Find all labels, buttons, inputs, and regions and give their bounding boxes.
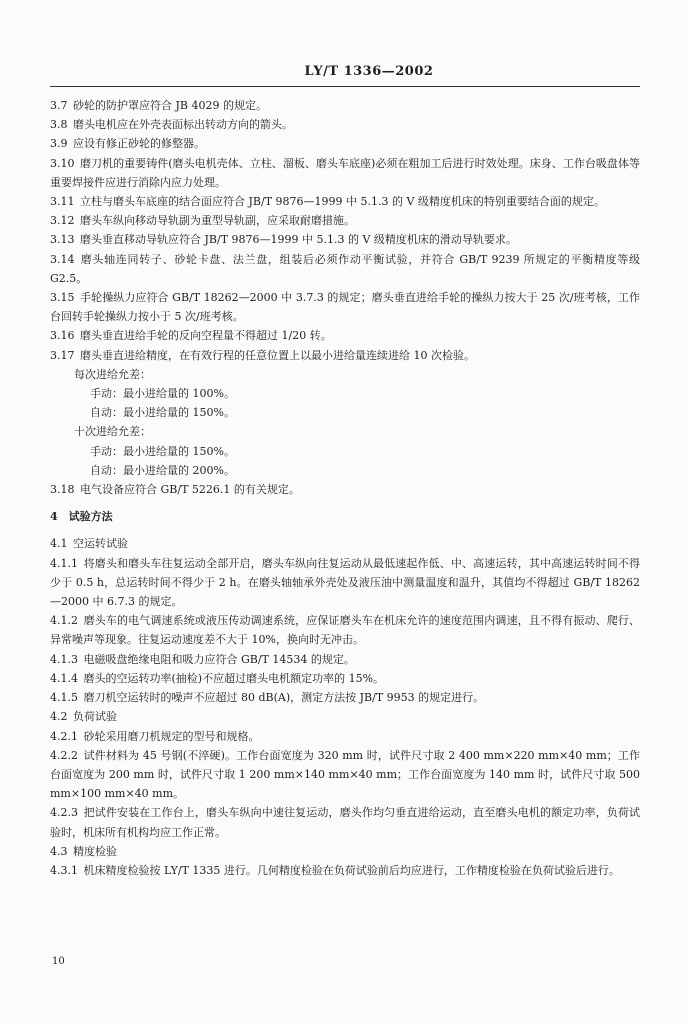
tolerance-line: 手动：最小进给量的 100%。 (90, 387, 235, 401)
spacer (50, 526, 640, 534)
clause-3-12: 3.12 磨头车纵向移动导轨副为重型导轨副，应采取耐磨措施。 (50, 214, 355, 228)
clause-3-7: 3.7 砂轮的防护罩应符合 JB 4029 的规定。 (50, 99, 267, 112)
clause-4-3: 4.3 精度检验 (50, 844, 117, 858)
clause-3-18: 3.18 电气设备应符合 GB/T 5226.1 的有关规定。 (50, 483, 300, 497)
clause-3-11: 3.11 立柱与磨头车底座的结合面应符合 JB/T 9876—1999 中 5.1.3 的 V 级精度机床的特别重要结合面的规定。 (50, 195, 605, 209)
section-4-heading: 4 试验方法 (50, 510, 113, 524)
tolerance-line: 自动：最小进给量的 200%。 (90, 463, 235, 477)
clause-4-1-1: 4.1.1 将磨头和磨头车往复运动全部开启，磨头车纵向往复运动从最低速起作低、中、高速运转，其中高速运转时间不得少于 0.5 h，总运转时间不得少于 2 h。在磨头轴轴承外壳处及液压油中测量温度和温升，其值均不得超过 GB/T 18262—2000 中 6.7.3 的规定。 (50, 556, 640, 609)
standard-code: LY/T 1336—2002 (304, 64, 434, 79)
clause-3-16: 3.16 磨头垂直进给手轮的反向空程量不得超过 1/20 转。 (50, 329, 332, 343)
clause-4-2-2: 4.2.2 试件材料为 45 号钢(不淬硬)。工作台面宽度为 320 mm 时，试件尺寸取 2 400 mm×220 mm×40 mm；工作台面宽度为 200 mm 时，试件尺寸取 1 200 mm×140 mm×40 mm；工作台面宽度为 140 mm 时，试件尺寸取 500 mm×100 mm×40 mm。 (50, 748, 640, 801)
clause-4-1-5: 4.1.5 磨刀机空运转时的噪声不应超过 80 dB(A)，测定方法按 JB/T 9953 的规定进行。 (50, 691, 485, 705)
clause-3-14: 3.14 磨头轴连同转子、砂轮卡盘、法兰盘，组装后必须作动平衡试验，并符合 GB/T 9239 所规定的平衡精度等级 G2.5。 (50, 252, 640, 285)
tolerance-line: 每次进给允差： (74, 367, 151, 381)
document-body (50, 96, 640, 880)
clause-4-1: 4.1 空运转试验 (50, 537, 128, 551)
spacer (50, 499, 640, 507)
header-rule (50, 86, 640, 87)
clause-4-1-2: 4.1.2 磨头车的电气调速系统或液压传动调速系统，应保证磨头车在机床允许的速度范围内调速，且不得有振动、爬行、异常噪声等现象。往复运动速度差不大于 10%，换向时无冲击。 (50, 614, 640, 647)
tolerance-line: 十次进给允差： (74, 425, 151, 439)
clause-4-2-3: 4.2.3 把试件安装在工作台上，磨头车纵向中速往复运动，磨头作均匀垂直进给运动，直至磨头电机的额定功率，负荷试验时，机床所有机构均应工作正常。 (50, 806, 640, 839)
clause-3-9: 3.9 应设有修正砂轮的修整器。 (50, 137, 205, 151)
clause-4-2: 4.2 负荷试验 (50, 710, 117, 724)
page-header (0, 64, 688, 79)
clause-3-10: 3.10 磨刀机的重要铸件(磨头电机壳体、立柱、溜板、磨头车底座)必须在粗加工后进行时效处理。床身、工作台吸盘体等重要焊接件应进行消除内应力处理。 (50, 156, 640, 189)
tolerance-line: 自动：最小进给量的 150%。 (90, 406, 235, 420)
clause-4-2-1: 4.2.1 砂轮采用磨刀机规定的型号和规格。 (50, 729, 260, 743)
clause-3-15: 3.15 手轮操纵力应符合 GB/T 18262—2000 中 3.7.3 的规定；磨头垂直进给手轮的操纵力按大于 25 次/班考核，工作台回转手轮操纵力按小于 5 次/班考核。 (50, 291, 640, 324)
clause-4-1-4: 4.1.4 磨头的空运转功率(抽检)不应超过磨头电机额定功率的 15%。 (50, 671, 385, 685)
page-number: 10 (52, 956, 65, 967)
tolerance-line: 手动：最小进给量的 150%。 (90, 444, 235, 458)
clause-3-17: 3.17 磨头垂直进给精度，在有效行程的任意位置上以最小进给量连续进给 10 次检验。 (50, 348, 475, 362)
clause-3-13: 3.13 磨头垂直移动导轨应符合 JB/T 9876—1999 中 5.1.3 的 V 级精度机床的滑动导轨要求。 (50, 233, 517, 247)
clause-4-1-3: 4.1.3 电磁吸盘绝缘电阻和吸力应符合 GB/T 14534 的规定。 (50, 652, 355, 666)
clause-4-3-1: 4.3.1 机床精度检验按 LY/T 1335 进行。几何精度检验在负荷试验前后均应进行，工作精度检验在负荷试验后进行。 (50, 863, 620, 877)
clause-3-8: 3.8 磨头电机应在外壳表面标出转动方向的箭头。 (50, 118, 293, 132)
